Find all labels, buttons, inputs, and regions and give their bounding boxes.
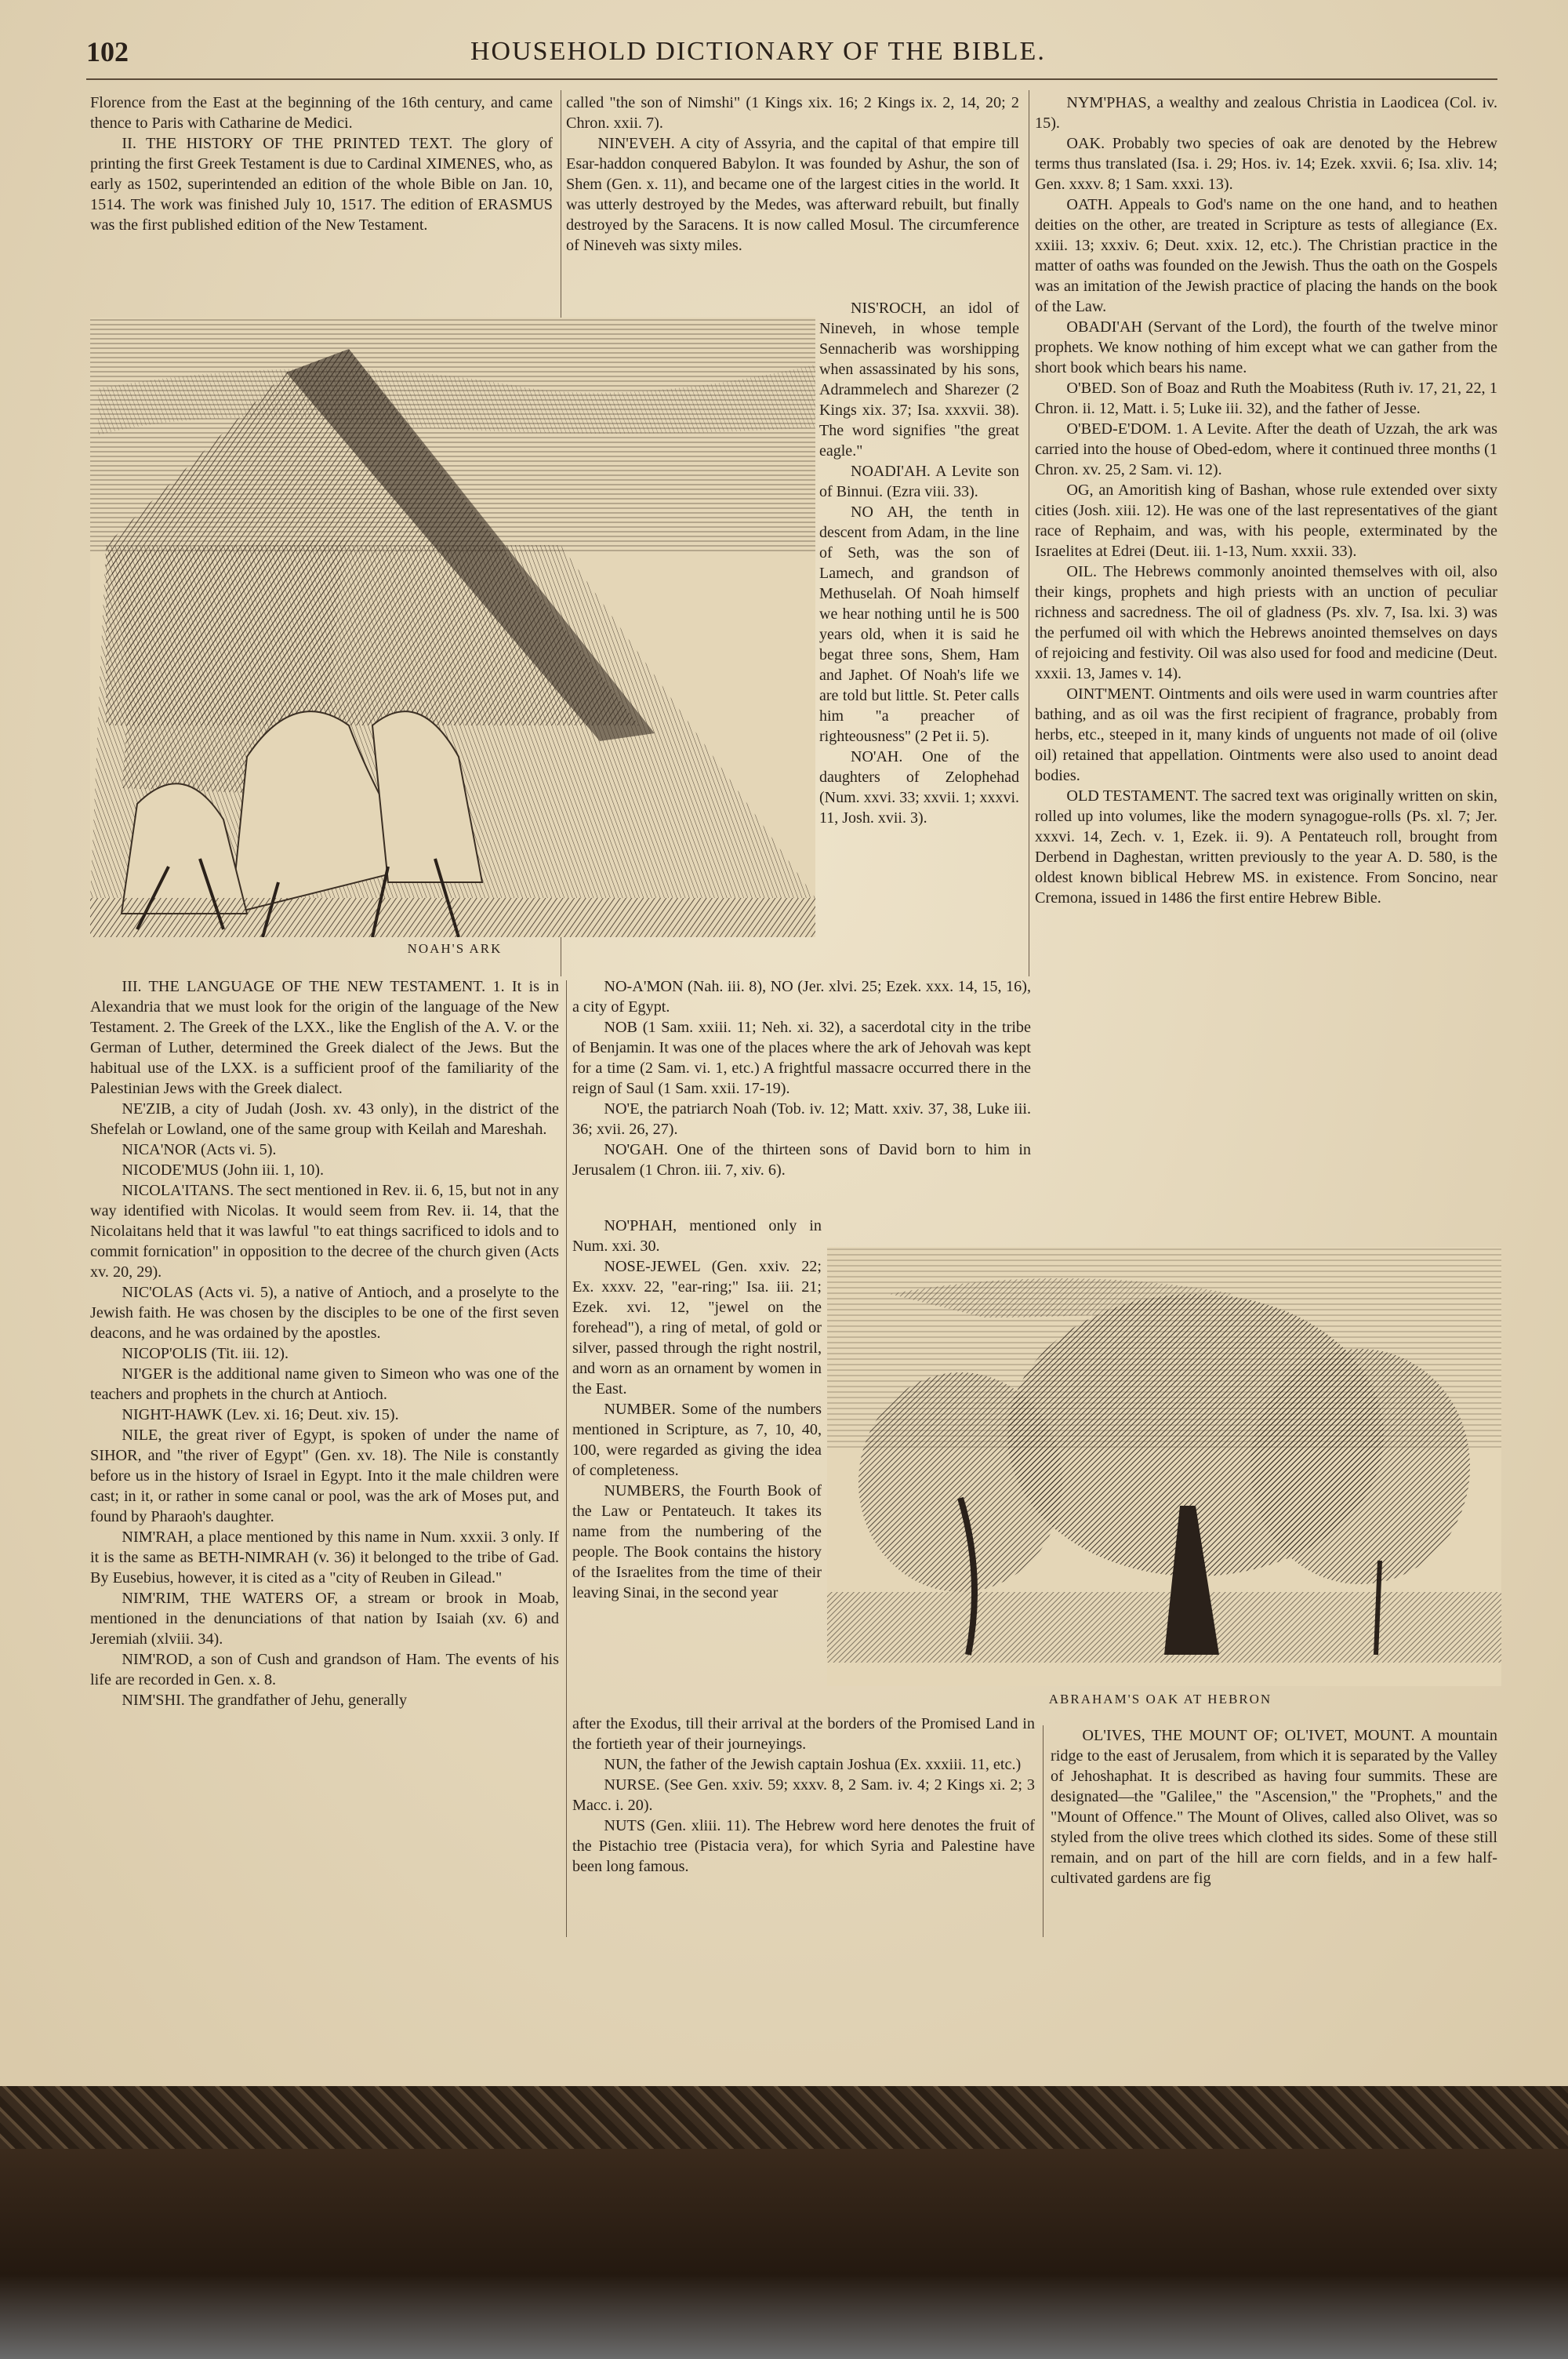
book-binding-edge bbox=[0, 2086, 1568, 2149]
page-title: HOUSEHOLD DICTIONARY OF THE BIBLE. bbox=[470, 37, 1046, 66]
oak-caption: ABRAHAM'S OAK AT HEBRON bbox=[1048, 1692, 1272, 1707]
entry-nile: NILE, the great river of Egypt, is spoken of under the name of SIHOR, and "the river of Egypt" (Gen. xv. 18). The Nile is constantly before us in the history of Israel in Egypt. Into it the male children were cast; in it, or rather in some canal or pool, was the ark of Moses put, and found by Pharaoh's daughter. bbox=[90, 1427, 559, 1525]
entry-obed: O'BED. Son of Boaz and Ruth the Moabitess (Ruth iv. 17, 21, 22, 1 Chron. ii. 12, Matt. i. 5; Luke iii. 32), and the father of Jesse. bbox=[1035, 380, 1497, 417]
column-3-bottom bbox=[1051, 1725, 1497, 1888]
column-2-bottom bbox=[572, 976, 1031, 1180]
entry-nezib: NE'ZIB, a city of Judah (Josh. xv. 43 only), in the district of the Shefelah or Lowland, one of the same group with Keilah and Mareshah. bbox=[90, 1100, 559, 1138]
entry-nob: NOB (1 Sam. xxiii. 11; Neh. xi. 32), a sacerdotal city in the tribe of Benjamin. It was one of the places where the ark of Jehovah was kept for a time (2 Sam. vi. 1, etc.) A frightful massacre occurred there in the reign of Saul (1 Sam. xxii. 17-19). bbox=[572, 1019, 1031, 1097]
entry-noah: NO AH, the tenth in descent from Adam, in the line of Seth, was the son of Lamech, and grandson of Methuselah. Of Noah himself we hear nothing until he is 500 years old, when it is said he begat three sons, Shem, Ham and Japhet. Of Noah's life we are told but little. St. Peter calls him "a preacher of righteousness" (2 Pet ii. 5). bbox=[819, 503, 1019, 745]
entry-nurse: NURSE. (See Gen. xxiv. 59; xxxv. 8, 2 Sam. iv. 4; 2 Kings xi. 2; 3 Macc. i. 20). bbox=[572, 1776, 1035, 1814]
entry-night-hawk: NIGHT-HAWK (Lev. xi. 16; Deut. xiv. 15). bbox=[122, 1406, 399, 1423]
entry-oil: OIL. The Hebrews commonly anointed themselves with oil, also their kings, prophets and high priests with an unction of peculiar richness and sacredness. The oil of gladness (Ps. xlv. 7, Isa. lxi. 3) was the perfumed oil with which the Hebrews anointed themselves on days of rejoicing and festivity. Oil was also used for food and medicine (Deut. xxxii. 13, James v. 14). bbox=[1035, 563, 1497, 682]
entry-number: NUMBER. Some of the numbers mentioned in Scripture, as 7, 10, 40, 100, were regarded as giving the idea of completeness. bbox=[572, 1401, 822, 1479]
entry-ointment: OINT'MENT. Ointments and oils were used in warm countries after bathing, and as oil was the first recipient of fragrance, probably from herbs, etc., steeped in it, many kinds of unguents not made of oil (olive oil) retained that appellation. Ointments were also used to anoint dead bodies. bbox=[1035, 685, 1497, 784]
entry-nimshi: NIM'SHI. The grandfather of Jehu, generally bbox=[122, 1692, 408, 1709]
table-surface bbox=[0, 2149, 1568, 2359]
entry-nicanor: NICA'NOR (Acts vi. 5). bbox=[122, 1141, 277, 1158]
paragraph: called "the son of Nimshi" (1 Kings xix. 16; 2 Kings ix. 2, 14, 20; 2 Chron. xxii. 7). bbox=[566, 94, 1019, 132]
column-1-top bbox=[90, 93, 553, 235]
entry-nun: NUN, the father of the Jewish captain Joshua (Ex. xxxiii. 11, etc.) bbox=[604, 1756, 1022, 1773]
column-divider bbox=[566, 980, 567, 1937]
entry-nicolaitans: NICOLA'ITANS. The sect mentioned in Rev. ii. 6, 15, but not in any way identified with Nicolas. It would seem from Rev. ii. 14, that the Nicolaitans held that it was lawful "to eat things sacrificed to idols and to commit fornication" in opposition to the decree of the church given (Acts xv. 20, 29). bbox=[90, 1182, 559, 1281]
entry-nicopolis: NICOP'OLIS (Tit. iii. 12). bbox=[122, 1345, 289, 1362]
entry-nicolas: NIC'OLAS (Acts vi. 5), a native of Antioch, and a proselyte to the Jewish faith. He was chosen by the disciples to be one of the first seven deacons, and he was ordained by the apostles. bbox=[90, 1284, 559, 1342]
column-2-top bbox=[566, 93, 1019, 256]
column-1-bottom bbox=[90, 976, 559, 1710]
entry-niger: NI'GER is the additional name given to Simeon who was one of the teachers and prophets in the church at Antioch. bbox=[90, 1365, 559, 1403]
column-divider bbox=[1043, 1725, 1044, 1937]
entry-obadiah: OBADI'AH (Servant of the Lord), the fourth of the twelve minor prophets. We know nothing of him except what we can gather from the short book which bears his name. bbox=[1035, 318, 1497, 376]
entry-nisroch: NIS'ROCH, an idol of Nineveh, in whose temple Sennacherib was worshipping when assassinated by his sons, Adrammelech and Sharezer (2 Kings xix. 37; Isa. xxxvii. 38). The word signifies "the great eagle." bbox=[819, 300, 1019, 460]
entry-nimrod: NIM'ROD, a son of Cush and grandson of Ham. The events of his life are recorded in Gen. x. 8. bbox=[90, 1651, 559, 1688]
paragraph: III. THE LANGUAGE OF THE NEW TESTAMENT. 1. It is in Alexandria that we must look for the origin of the language of the New Testament. 2. The Greek of the LXX., like the English of the A. V. or the German of Luther, determined the Greek dialect of the Jews. But the habitual use of the LXX. is a sufficient proof of the familiarity of the Palestinian Jews with the Greek dialect. bbox=[90, 978, 559, 1097]
page-number: 102 bbox=[86, 36, 129, 67]
column-3-top bbox=[1035, 93, 1497, 908]
entry-og: OG, an Amoritish king of Bashan, whose rule extended over sixty cities (Josh. xiii. 12). He was one of the last representatives of the giant race of Rephaim, and was, with his people, exterminated by the Israelites at Edrei (Deut. iii. 1-13, Num. xxxii. 33). bbox=[1035, 482, 1497, 560]
entry-noah-daughter: NO'AH. One of the daughters of Zelophehad (Num. xxvi. 33; xxvii. 1; xxxvi. 11, Josh. xvii. 3). bbox=[819, 748, 1019, 827]
entry-nophah: NO'PHAH, mentioned only in Num. xxi. 30. bbox=[572, 1217, 822, 1255]
column-2-tail bbox=[572, 1714, 1035, 1877]
column-2-narrow-bottom bbox=[572, 1216, 822, 1603]
header-rule bbox=[86, 78, 1497, 80]
column-2-narrow bbox=[819, 298, 1019, 828]
page-header bbox=[86, 35, 1497, 75]
entry-no-amon: NO-A'MON (Nah. iii. 8), NO (Jer. xlvi. 25; Ezek. xxx. 14, 15, 16), a city of Egypt. bbox=[572, 978, 1031, 1016]
entry-noadiah: NOADI'AH. A Levite son of Binnui. (Ezra viii. 33). bbox=[819, 463, 1019, 500]
entry-nineveh: NIN'EVEH. A city of Assyria, and the capital of that empire till Esar-haddon conquered Babylon. It was founded by Ashur, the son of Shem (Gen. x. 11), and became one of the largest cities in the world. It was utterly destroyed by the Medes, was afterward rebuilt, but finally destroyed by the Saracens. It is now called Mosul. The circumference of Nineveh was sixty miles. bbox=[566, 135, 1019, 254]
entry-obed-edom: O'BED-E'DOM. 1. A Levite. After the death of Uzzah, the ark was carried into the house of Obed-edom, where it continued three months (1 Chron. xv. 25, 2 Sam. vi. 12). bbox=[1035, 420, 1497, 478]
entry-oak: OAK. Probably two species of oak are denoted by the Hebrew terms thus translated (Isa. i. 29; Hos. iv. 14; Ezek. xxvii. 6; Isa. xliv. 14; Gen. xxxv. 8; 1 Sam. xxxi. 13). bbox=[1035, 135, 1497, 193]
entry-nose-jewel: NOSE-JEWEL (Gen. xxiv. 22; Ex. xxxv. 22, "ear-ring;" Isa. iii. 21; Ezek. xvi. 12, "jewel on the forehead"), a ring of metal, of gold or silver, passed through the right nostril, and worn as an ornament by women in the East. bbox=[572, 1258, 822, 1398]
entry-nimrim: NIM'RIM, THE WATERS OF, a stream or brook in Moab, mentioned in the denunciations of that nation by Isaiah (xv. 6) and Jeremiah (xlviii. 34). bbox=[90, 1590, 559, 1648]
entry-numbers: NUMBERS, the Fourth Book of the Law or Pentateuch. It takes its name from the numbering of the people. The Book contains the history of the Israelites from the time of their leaving Sinai, in the second year bbox=[572, 1482, 822, 1601]
entry-olives: OL'IVES, THE MOUNT OF; OL'IVET, MOUNT. A mountain ridge to the east of Jerusalem, from which it is separated by the Valley of Jehoshaphat. It is described as having four summits. These are designated—the "Galilee," the "Ascension," the "Prophets," and the "Mount of Offence." The Mount of Olives, called also Olivet, was so styled from the olive trees which clothed its sides. Some of these still remain, and on part of the hill are corn fields, and in a few half-cultivated gardens are fig bbox=[1051, 1727, 1497, 1887]
paragraph: Florence from the East at the beginning of the 16th century, and came thence to Paris with Catharine de Medici. bbox=[90, 94, 553, 132]
noahs-ark-illustration bbox=[90, 318, 815, 937]
entry-nuts: NUTS (Gen. xliii. 11). The Hebrew word here denotes the fruit of the Pistachio tree (Pistacia vera), for which Syria and Palestine have been long famous. bbox=[572, 1817, 1035, 1875]
paragraph: II. THE HISTORY OF THE PRINTED TEXT. The glory of printing the first Greek Testament is due to Cardinal XIMENES, who, as early as 1502, superintended an edition of the whole Bible on Jan. 10, 1514. The work was finished July 10, 1517. The edition of ERASMUS was the first published edition of the New Testament. bbox=[90, 135, 553, 234]
entry-old-testament: OLD TESTAMENT. The sacred text was originally written on skin, rolled up into volumes, like the modern synagogue-rolls (Ps. xl. 7; Jer. xxxvi. 14, Zech. v. 1, Ezek. ii. 9). A Pentateuch roll, brought from Derbend in Daghestan, written previously to the year A. D. 580, is the oldest known biblical Hebrew MS. in existence. From Soncino, near Cremona, issued in 1486 the first entire Hebrew Bible. bbox=[1035, 787, 1497, 907]
entry-nymphas: NYM'PHAS, a wealthy and zealous Christia in Laodicea (Col. iv. 15). bbox=[1035, 94, 1497, 132]
entry-oath: OATH. Appeals to God's name on the one hand, and to heathen deities on the other, are treated in Scripture as tests of allegiance (Ex. xxiii. 13; xxxiv. 6; Deut. xxix. 12, etc.). The Christian practice in the matter of oaths was founded on the Jewish. Thus the oath on the Gospels was an imitation of the Jewish practice of placing the hands on the book of the Law. bbox=[1035, 196, 1497, 315]
entry-nicodemus: NICODE'MUS (John iii. 1, 10). bbox=[122, 1161, 325, 1179]
entry-noe: NO'E, the patriarch Noah (Tob. iv. 12; Matt. xxiv. 37, 38, Luke iii. 36; xvii. 26, 27). bbox=[572, 1100, 1031, 1138]
entry-nogah: NO'GAH. One of the thirteen sons of David born to him in Jerusalem (1 Chron. iii. 7, xiv. 6). bbox=[572, 1141, 1031, 1179]
entry-nimrah: NIM'RAH, a place mentioned by this name in Num. xxxii. 3 only. If it is the same as BETH-NIMRAH (v. 36) it belonged to the tribe of Gad. By Eusebius, however, it is cited as a "city of Reuben in Gilead." bbox=[90, 1528, 559, 1587]
paragraph: after the Exodus, till their arrival at the borders of the Promised Land in the fortieth year of their journeyings. bbox=[572, 1715, 1035, 1753]
ark-caption: NOAH'S ARK bbox=[407, 941, 503, 956]
abrahams-oak-illustration bbox=[827, 1247, 1501, 1686]
